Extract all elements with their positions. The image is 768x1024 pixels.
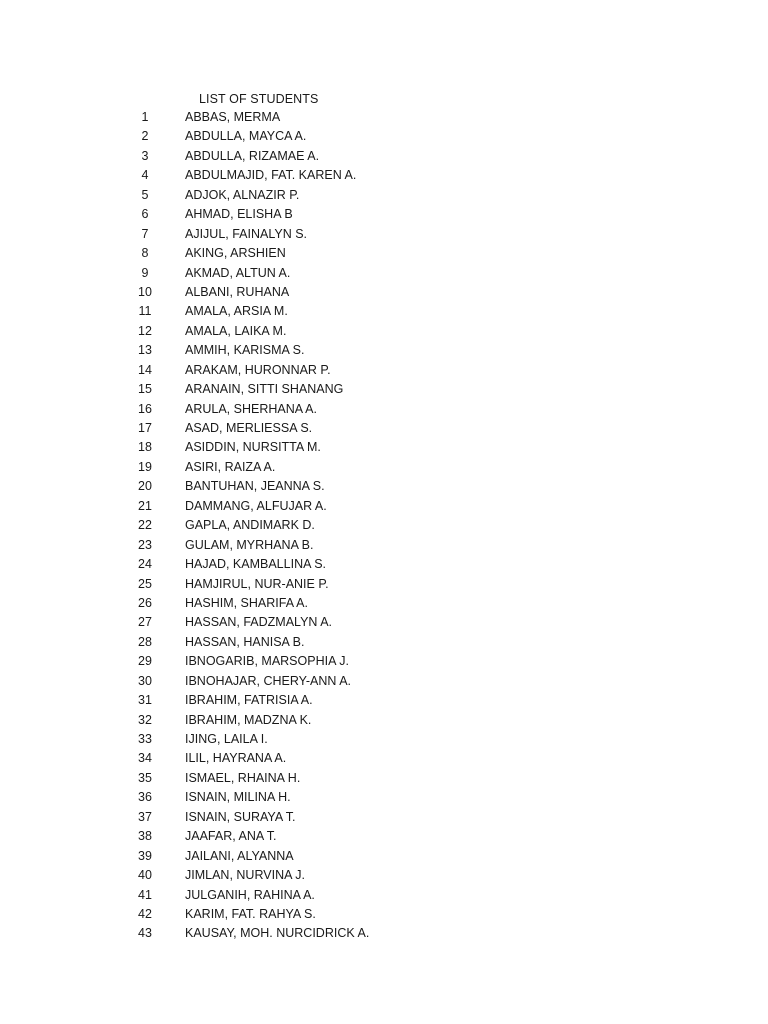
list-item <box>0 419 768 438</box>
student-name: ILIL, HAYRANA A. <box>185 751 287 766</box>
student-number: 26 <box>138 595 152 610</box>
student-number: 30 <box>138 673 152 688</box>
list-item <box>0 749 768 768</box>
student-name: KAUSAY, MOH. NURCIDRICK A. <box>185 926 370 941</box>
list-item <box>0 186 768 205</box>
list-item <box>0 380 768 399</box>
list-item <box>0 711 768 730</box>
student-name: ISMAEL, RHAINA H. <box>185 770 301 785</box>
student-name: ALBANI, RUHANA <box>185 284 290 299</box>
list-item <box>0 847 768 866</box>
list-item <box>0 516 768 535</box>
list-item <box>0 905 768 924</box>
list-item <box>0 594 768 613</box>
list-item <box>0 400 768 419</box>
student-name: GAPLA, ANDIMARK D. <box>185 518 315 533</box>
student-name: KARIM, FAT. RAHYA S. <box>185 906 316 921</box>
student-number: 22 <box>138 518 152 533</box>
student-name: IBRAHIM, MADZNA K. <box>185 712 312 727</box>
student-number: 16 <box>138 401 152 416</box>
student-name: GULAM, MYRHANA B. <box>185 537 314 552</box>
student-name: HASHIM, SHARIFA A. <box>185 595 308 610</box>
student-number: 11 <box>138 304 152 319</box>
student-number: 1 <box>141 110 149 124</box>
list-item <box>0 808 768 827</box>
student-number: 13 <box>138 343 152 358</box>
list-item <box>0 866 768 885</box>
student-name: ARULA, SHERHANA A. <box>185 401 317 416</box>
list-item <box>0 827 768 846</box>
student-number: 31 <box>138 693 152 708</box>
student-name: IBNOGARIB, MARSOPHIA J. <box>185 654 349 669</box>
student-number: 37 <box>138 809 152 824</box>
student-number: 5 <box>141 187 149 202</box>
student-name: IBNOHAJAR, CHERY-ANN A. <box>185 673 352 688</box>
student-name: HAJAD, KAMBALLINA S. <box>185 557 327 572</box>
student-name: AKING, ARSHIEN <box>185 246 286 261</box>
list-item <box>0 438 768 457</box>
student-number: 2 <box>141 129 149 144</box>
list-item <box>0 886 768 905</box>
student-name: HAMJIRUL, NUR-ANIE P. <box>185 576 329 591</box>
list-item <box>0 730 768 749</box>
student-number: 36 <box>138 790 152 805</box>
student-number: 40 <box>138 868 152 883</box>
student-number: 29 <box>138 654 152 669</box>
list-item <box>0 536 768 555</box>
student-name: ARAKAM, HURONNAR P. <box>185 362 331 377</box>
student-number: 18 <box>138 440 152 455</box>
student-name: JULGANIH, RAHINA A. <box>185 887 315 902</box>
list-item <box>0 127 768 146</box>
list-item <box>0 302 768 321</box>
student-name: AMALA, ARSIA M. <box>185 304 288 319</box>
student-number: 27 <box>138 615 152 630</box>
student-number: 12 <box>138 323 152 338</box>
student-name: AMMIH, KARISMA S. <box>185 343 305 358</box>
student-name: ASIRI, RAIZA A. <box>185 459 276 474</box>
student-number: 17 <box>138 421 152 435</box>
list-item <box>0 477 768 496</box>
student-name: ABDULLA, RIZAMAE A. <box>185 148 320 163</box>
student-name: JIMLAN, NURVINA J. <box>185 868 305 883</box>
student-name: ASAD, MERLIESSA S. <box>185 421 313 435</box>
student-number: 41 <box>138 887 152 902</box>
student-name: AJIJUL, FAINALYN S. <box>185 226 308 241</box>
list-item <box>0 361 768 380</box>
student-number: 33 <box>138 732 152 746</box>
student-number: 4 <box>141 168 149 183</box>
student-number: 35 <box>138 770 152 785</box>
student-name: ARANAIN, SITTI SHANANG <box>185 382 344 397</box>
student-number: 6 <box>141 207 149 222</box>
student-name: HASSAN, FADZMALYN A. <box>185 615 333 630</box>
page-title: LIST OF STUDENTS <box>199 92 319 106</box>
list-item <box>0 458 768 477</box>
student-name: AHMAD, ELISHA B <box>185 207 293 222</box>
student-name: ADJOK, ALNAZIR P. <box>185 187 300 202</box>
student-name: JAAFAR, ANA T. <box>185 829 277 844</box>
student-number: 3 <box>141 148 149 163</box>
student-number: 28 <box>138 634 152 649</box>
list-item <box>0 283 768 302</box>
student-number: 24 <box>138 557 152 572</box>
student-name: AMALA, LAIKA M. <box>185 323 287 338</box>
student-number: 34 <box>138 751 152 766</box>
list-item <box>0 691 768 710</box>
list-item <box>0 205 768 224</box>
list-item <box>0 633 768 652</box>
student-number: 42 <box>138 906 152 921</box>
list-item <box>0 575 768 594</box>
list-item <box>0 244 768 263</box>
student-name: DAMMANG, ALFUJAR A. <box>185 498 327 513</box>
list-item <box>0 555 768 574</box>
list-item <box>0 652 768 671</box>
student-number: 43 <box>138 926 152 941</box>
student-list <box>0 108 768 944</box>
student-name: JAILANI, ALYANNA <box>185 848 294 863</box>
student-name: IBRAHIM, FATRISIA A. <box>185 693 313 708</box>
student-number: 39 <box>138 848 152 863</box>
student-name: ASIDDIN, NURSITTA M. <box>185 440 321 455</box>
student-number: 14 <box>138 362 152 377</box>
student-name: BANTUHAN, JEANNA S. <box>185 479 325 494</box>
list-item <box>0 788 768 807</box>
student-number: 21 <box>138 498 152 513</box>
student-number: 15 <box>138 382 152 397</box>
student-number: 7 <box>141 226 149 241</box>
student-number: 32 <box>138 712 152 727</box>
list-item <box>0 166 768 185</box>
student-name: ISNAIN, MILINA H. <box>185 790 291 805</box>
student-name: HASSAN, HANISA B. <box>185 634 305 649</box>
student-name: ISNAIN, SURAYA T. <box>185 809 296 824</box>
list-item <box>0 264 768 283</box>
student-name: ABDULLA, MAYCA A. <box>185 129 307 144</box>
list-item <box>0 322 768 341</box>
list-item <box>0 108 768 127</box>
student-number: 9 <box>141 265 149 280</box>
list-item <box>0 147 768 166</box>
list-item <box>0 225 768 244</box>
list-item <box>0 613 768 632</box>
list-item <box>0 769 768 788</box>
student-number: 8 <box>141 246 149 261</box>
student-name: AKMAD, ALTUN A. <box>185 265 291 280</box>
student-number: 38 <box>138 829 152 844</box>
student-number: 19 <box>138 459 152 474</box>
student-name: IJING, LAILA I. <box>185 732 268 746</box>
list-item <box>0 341 768 360</box>
list-item <box>0 672 768 691</box>
student-number: 25 <box>138 576 152 591</box>
student-number: 10 <box>138 284 152 299</box>
student-number: 20 <box>138 479 152 494</box>
student-name: ABDULMAJID, FAT. KAREN A. <box>185 168 357 183</box>
student-number: 23 <box>138 537 152 552</box>
list-item <box>0 924 768 943</box>
list-item <box>0 497 768 516</box>
student-name: ABBAS, MERMA <box>185 110 281 124</box>
